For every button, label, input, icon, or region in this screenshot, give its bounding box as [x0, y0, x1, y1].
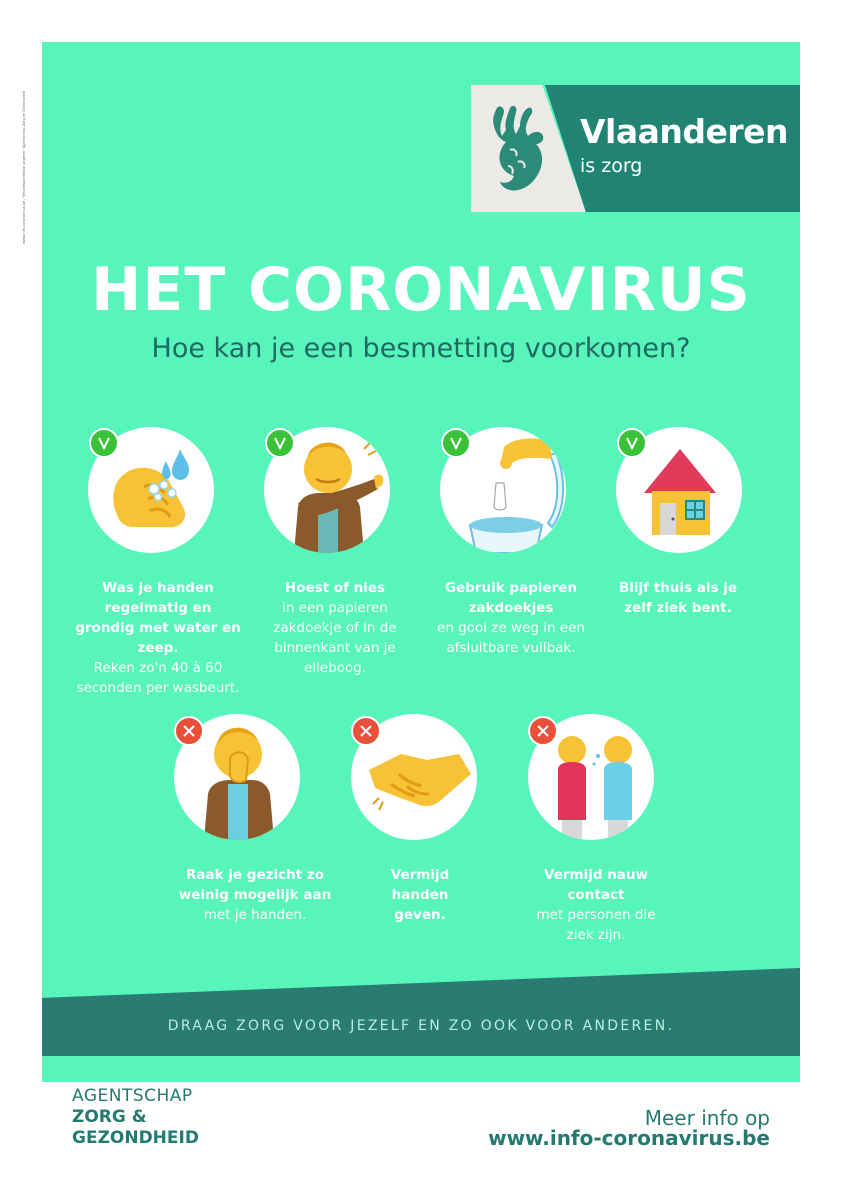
footer-slogan: DRAAG ZORG VOOR JEZELF EN ZO OOK VOOR ANDEREN.	[167, 1018, 675, 1034]
tip-bold: Raak je gezicht zo weinig mogelijk aan	[178, 867, 332, 903]
check-icon	[617, 428, 647, 458]
logo-title: Vlaanderen	[580, 112, 789, 151]
tip-bold: Vermijd handen geven.	[390, 867, 450, 923]
tip-bold: Hoest of nies	[284, 580, 386, 596]
side-note: www.info-coronavirus.be / Verantwoordelijke uitgever: Agentschap Zorg en Gezondheid	[22, 90, 26, 244]
tip-normal: Reken zo'n 40 à 60 seconden per wasbeurt.	[76, 660, 240, 696]
tip-normal: en gooi ze weg in een afsluitbare vuilbak.	[437, 620, 585, 656]
tip-bold: Vermijd nauw contact	[543, 867, 648, 903]
agency-line-2: ZORG &	[72, 1107, 147, 1127]
tip-bold: Was je handen regelmatig en grondig met water en zeep.	[75, 580, 241, 656]
tip-close-contact	[526, 865, 666, 945]
check-icon	[441, 428, 471, 458]
logo-subtitle: is zorg	[580, 155, 643, 177]
page-subtitle: Hoe kan je een besmetting voorkomen?	[151, 333, 691, 364]
agency-line-1: AGENTSCHAP	[72, 1086, 193, 1106]
check-icon	[265, 428, 295, 458]
tip-normal: met personen die ziek zijn.	[536, 907, 656, 943]
tip-bold: Blijf thuis als je zelf ziek bent.	[618, 580, 738, 616]
cross-icon	[528, 716, 558, 746]
flemish-lion-icon	[488, 100, 554, 196]
tip-sneeze	[250, 578, 420, 678]
page-title: HET CORONAVIRUS	[91, 255, 751, 325]
cross-icon	[174, 716, 204, 746]
tip-stay-home	[603, 578, 753, 618]
agency-line-3: GEZONDHEID	[72, 1128, 199, 1148]
tip-bold: Gebruik papieren zakdoekjes	[444, 580, 578, 616]
tip-touch-face	[170, 865, 340, 925]
tip-tissues	[426, 578, 596, 658]
cross-icon	[351, 716, 381, 746]
agency-logo	[72, 1086, 199, 1149]
more-info-label: Meer info op	[644, 1106, 770, 1130]
tip-handwashing	[73, 578, 243, 698]
website-link[interactable]: www.info-coronavirus.be	[488, 1126, 770, 1150]
check-icon	[89, 428, 119, 458]
tip-normal: met je handen.	[203, 907, 307, 923]
tip-handshake	[372, 865, 468, 925]
tip-normal: in een papieren zakdoekje of in de binnenkant van je elleboog.	[273, 600, 397, 676]
